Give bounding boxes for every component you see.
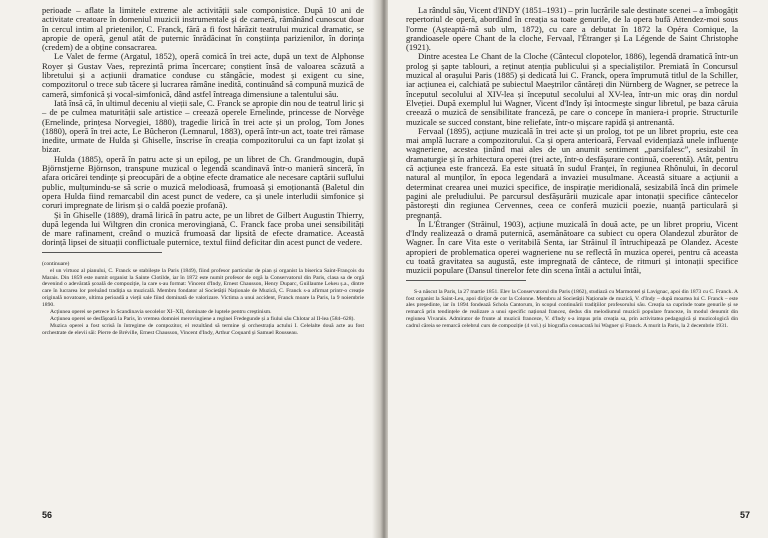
right-paragraph: Dintre acestea Le Chant de la Cloche (Cântecul clopotelor, 1886), legendă dramatică într-un prolog și șapte tablouri, a reținut atenția publicului și a specialiștilor. Premiată în Concursul muzical al orașului Paris (1885) și dedicată lui C. Franck, opera împrumută titlul de la Schiller, iar acțiunea ei, calchiată pe subiectul Maeștrilor cântăreți din Nürnberg de Wagner, se petrece la începutul secolului al XIV-lea și începutul secolului al XV-lea, într-un mic oraș din nordul Elveției. După exemplul lui Wagner, Vicent d'Indy își întocmește singur libretul, pe baza căruia creează o muzică de sensibilitate franceză, pe care o concepe în maniera-i proprie. Structurile muzicale se succed constant, bine reliefate, într-o mișcare rapidă și antrenantă. xyxy=(406,51,738,127)
right-paragraph: La rândul său, Vicent d'INDY (1851–1931) – prin lucrările sale destinate scenei – a îmbogățit repertoriul de operă, abordând în creația sa toate genurile, de la opera bufă Attendez-moi sous l'orme (Așteaptă-mă sub ulm, 1872), cu care a debutat în 1872 la Opéra Comique, la grandioasele opere Chant de la cloche, Fervaal, l'Étranger și La Légende de Saint Christophe (1921). xyxy=(406,5,738,53)
right-paragraph: Fervaal (1895), acțiune muzicală în trei acte și un prolog, tot pe un libret propriu, este cea mai amplă lucrare a compozitorului. Ca și opera anterioară, Fervaal evidențiază unele influențe wagneriene, acestea ținând mai ales de un anumit sentiment „parsifalesc”, sesizabil în dramaturgie și în arhitectura operei (trei acte, într-o desfășurare continuă, coerentă). Atât, pentru că acțiunea este franceză. Ea este situată în sudul Franței, în regiunea Rhônului, în decorul natural al munților, în epoca legendară a invaziei musulmane. Această situare a acțiunii a determinat crearea unei muzici specifice, de inspirație meridională, sesizabilă încă din primele pagini ale preludiului. Pe parcursul desfășurării muzicale apar intonații specifice cântecelor păstorești din regiunea Cervennes, ceea ce conferă muzicii poezie, nuanță particulară și pregnanță. xyxy=(406,125,738,220)
left-paragraph: Hulda (1885), operă în patru acte și un epilog, pe un libret de Ch. Grandmougin, după Björnstjerne Björnson, transpune muzical o legendă scandinavă într-o manieră sinceră, în afara oricărei tendințe și preocupări de a obține efecte dramatice ale necesare captării suflului public, mulțumindu-se să scrie o muzică melodioasă, frumoasă și emoționantă (Baletul din opera Hulda fiind remarcabil din acest punct de vedere, ca și unele interludii simfonice și coruri impregnate de lirism și o caldă poezie profană). xyxy=(42,153,364,211)
left-page xyxy=(0,0,380,538)
left-body-text xyxy=(42,6,364,248)
page-number-right: 57 xyxy=(739,510,750,520)
left-paragraph: Iată însă că, în ultimul deceniu al vieții sale, C. Franck se apropie din nou de teatrul liric și – de pe culmea maturității sale artistice – creează operele Ernelinde, princesse de Norvège (Ernelinde, prințesa Norvegiei, 1880), tragedie lirică în trei acte și un prolog, Tom Jones (1880), operă în trei acte, Le Bûcheron (Lemnarul, 1883), operă într-un act, toate trei rămase inedite, urmate de Hulda și Ghiselle, înscrise în creația compozitorului ca un fapt izolat și bizar. xyxy=(42,97,364,155)
page-number-left: 56 xyxy=(42,510,53,520)
left-paragraph: perioade – aflate la limitele extreme ale activității sale componistice. După 10 ani de activitate creatoare în domeniul muzicii instrumentale și de cameră, rămânând cunoscut doar în cercul intim al prietenilor, C. Franck, fără a fi fost hărăzit teatrului muzical dramatic, se apropie de operă, genul atât de puternic înrădăcinat în conștiința parizienilor, în dorința (credem) de a obține consacrarea. xyxy=(42,5,364,53)
left-footnotes xyxy=(42,261,364,337)
left-column xyxy=(42,6,364,337)
footnote: Acțiunea operei se desfășoară la Paris, în vremea domniei merovingiene a reginei Fredegunde și a fiului său Chlotar al II-lea (584–628). xyxy=(50,315,355,322)
right-footnotes xyxy=(406,289,738,330)
footnote: S-a născut la Paris, la 27 martie 1851. Elev la Conservatorul din Paris (1862), studiază cu Marmontel și Lavignac, apoi din 1873 cu C. Franck. A fost organist la Saint-Leu, apoi dirijor de cor la Colonne. Membru al Societății Naționale de muzică, V. d'Indy – după moartea lui C. Franck – este ales președinte, iar în 1894 fondează Schola Cantorum, în scopul continuării tradițiilor profesorului său. Creația sa cuprinde toate genurile și se remarcă prin tendințele de realizare a unui specific național francez, dedus din melodiumul muzicii populare franceze, în modul denumit din regiunea Vivarais. Admirator de frunte al muzicii franceze, V. d'Indy s-a impus prin creația sa, prin activitatea pedagogică și muzicologică din cadrul căreia se remarcă celebrul curs de compoziție (4 vol.) și biografia consacrată lui Wagner și Franck. A murit la Paris, la 2 decembrie 1931. xyxy=(406,288,738,330)
footnote: el un virtuoz al pianului, C. Franck se stabilește la Paris (1849), fiind profesor particular de pian și organist la biserica Saint-François du Marais. Din 1859 este numit organist la Sainte Clotilde, iar în 1872 este numit profesor de orgă la Conservatorul din Paris, clasa sa de orgă devenind o adevărată școală de compoziție, la care s-au format: Vincent d'Indy, Ernest Chausson, Henry Duparc, Guillaume Lekeu ș.a., dintre care în lucrarea lor preluând tradiția sa muzicală. Membru fondator al Societății Naționale de Muzică, C. Franck s-a afirmat printr-o creație originală novatoare, ultima perioadă a vieții sale fiind dominată de valorizare. Victima a unui accident, Franck moare la Paris, la 9 noiembrie 1890. xyxy=(42,267,364,309)
footnote-heading: (continuare) xyxy=(42,260,70,267)
right-column xyxy=(406,6,738,330)
left-paragraph: Le Valet de ferme (Argatul, 1852), operă comică în trei acte, după un text de Alphonse Royer și Gustav Vaes, reprezintă prima încercare; conștient însă de valoarea scăzută a libretului și a acțiunii dramatice conduse cu stângăcie, modest și exigent cu sine, compozitorul o trece sub tăcere și lucrarea rămâne inedită, continuând să compună muzică de cameră, simfonică și vocal-simfonică, dând astfel întreaga dimensiune a talentului său. xyxy=(42,51,364,99)
footnote: Acțiunea operei se petrece în Scandinavia secolelor XI–XII, dominate de luptele pentru creștinism. xyxy=(50,309,272,316)
right-paragraph: În L'Étranger (Străinul, 1903), acțiune muzicală în două acte, pe un libret propriu, Vicent d'Indy realizează o dramă puternică, asemănătoare ca subiect cu opera Olandezul zburător de Wagner. În care Vita este o veritabilă Senta, iar Străinul îl întruchipează pe Olandez. Aceste apropieri de problematica operei wagneriene nu se reflectă în muzica operei, pentru că aceasta cu toată gravitatea sa augustă, este impregnată de cântece, de ritmuri și intonații specifice muzicii populare (Dansul tinerelor fete din scena întâi a actului întâi, xyxy=(406,218,738,276)
right-page xyxy=(388,0,768,538)
left-paragraph: Și în Ghiselle (1889), dramă lirică în patru acte, pe un libret de Gilbert Augustin Thierry, după legenda lui Wiltgren din cronica merovingiană, C. Franck face proba unei sensibilități de mare rafinament, creând o muzică frumoasă dar lipsită de efecte dramatice. Această dorință lipsei de situații conflictuale puternice, textul fiind deficitar din acest punct de vedere. xyxy=(42,209,364,248)
footnote: Muzica operei a fost scrisă în întregime de compozitor, el rezultând să termine și orchestrația actului I. Celelalte două acte au fost orchestrate de elevii săi: Pierre de Bréville, Ernest Chausson, Vincent d'Indy, Arthur Coquard și Samuel Rousseau. xyxy=(42,322,364,336)
footnote-divider xyxy=(406,280,526,281)
right-body-text xyxy=(406,6,738,276)
footnote-divider xyxy=(42,252,162,253)
